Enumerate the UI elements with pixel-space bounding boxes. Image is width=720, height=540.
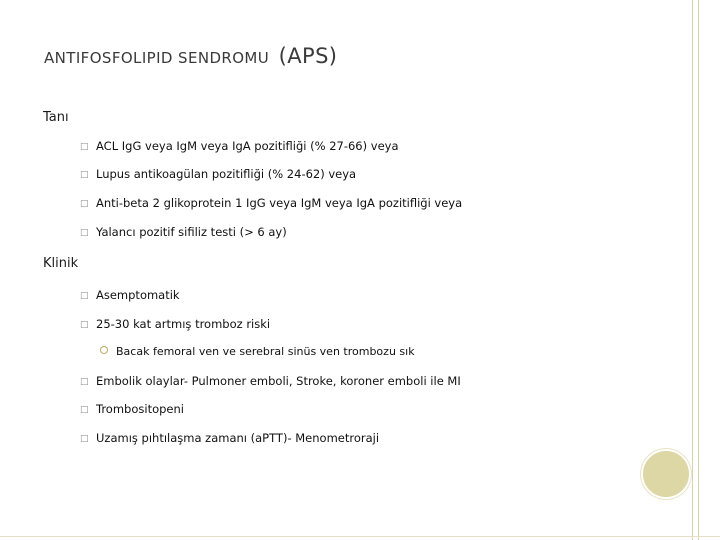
border-line-right-inner (698, 0, 699, 540)
list-item (80, 167, 356, 181)
decorative-circle (641, 449, 691, 499)
list-item-text: ACL IgG veya IgM veya IgA pozitifliği (% 27-66) veya (96, 139, 399, 153)
list-item (80, 402, 184, 416)
bullet-icon: □ (80, 228, 89, 238)
border-line-right-outer (692, 0, 693, 540)
sub-list-item (100, 345, 415, 358)
list-item-text: Asemptomatik (96, 288, 180, 302)
list-item (80, 139, 399, 153)
list-item (80, 317, 270, 331)
slide-title (44, 44, 337, 68)
sub-list-item-text: Bacak femoral ven ve serebral sinüs ven trombozu sık (116, 345, 415, 358)
bullet-icon: □ (80, 199, 89, 209)
bullet-icon: □ (80, 434, 89, 444)
list-item-text: Yalancı pozitif sifiliz testi (> 6 ay) (96, 225, 287, 239)
bullet-icon: □ (80, 320, 89, 330)
list-item-text: 25-30 kat artmış tromboz riski (96, 317, 271, 331)
border-line-bottom (0, 536, 720, 537)
bullet-icon: □ (80, 377, 89, 387)
section-heading-tani: Tanı (43, 110, 69, 125)
list-item-text: Lupus antikoagülan pozitifliği (% 24-62) veya (96, 167, 357, 181)
list-item (80, 288, 180, 302)
section-heading-klinik: Klinik (43, 256, 79, 271)
list-item-text: Trombositopeni (96, 402, 184, 416)
circle-bullet-icon (100, 346, 108, 354)
list-item-text: Uzamış pıhtılaşma zamanı (aPTT)- Menometroraji (96, 431, 380, 445)
list-item (80, 374, 461, 388)
bullet-icon: □ (80, 142, 89, 152)
title-abbreviation: (APS) (278, 44, 338, 68)
list-item-text: Anti-beta 2 glikoprotein 1 IgG veya IgM veya IgA pozitifliği veya (96, 196, 463, 210)
bullet-icon: □ (80, 291, 89, 301)
list-item (80, 196, 462, 210)
list-item (80, 431, 379, 445)
list-item-text: Embolik olaylar- Pulmoner emboli, Stroke, koroner emboli ile MI (96, 374, 461, 388)
bullet-icon: □ (80, 405, 89, 415)
title-main: ANTIFOSFOLIPID SENDROMU (44, 49, 270, 67)
bullet-icon: □ (80, 170, 89, 180)
list-item (80, 225, 287, 239)
